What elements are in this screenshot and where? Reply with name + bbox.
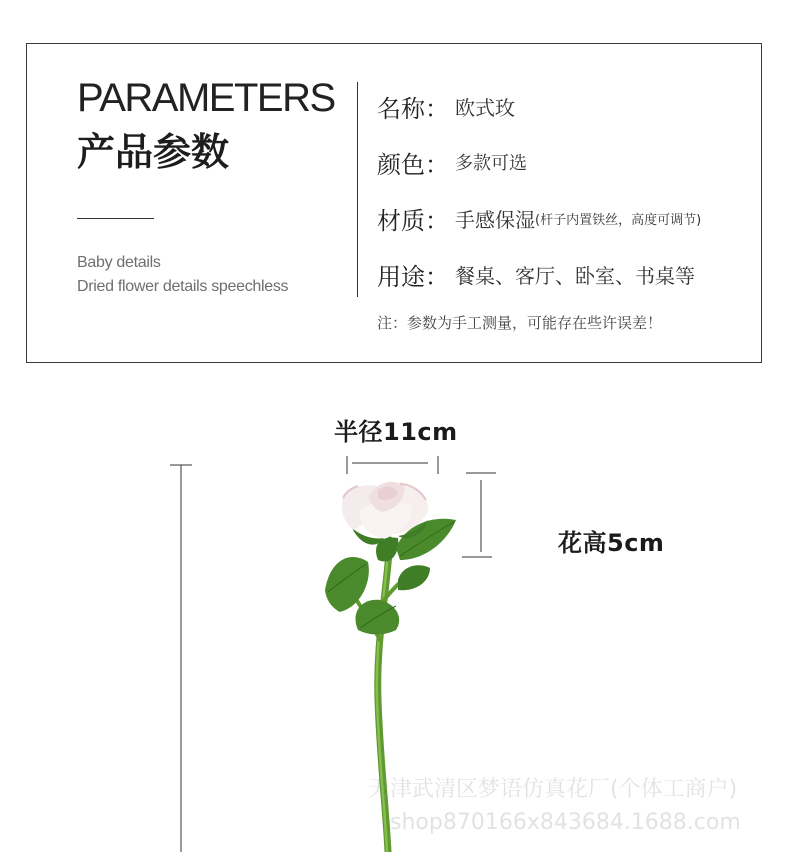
title-english: PARAMETERS	[77, 76, 335, 120]
flower-height-label: 花高5cm	[558, 529, 665, 557]
total-height-guide	[170, 465, 192, 852]
param-key: 颜色	[377, 150, 425, 179]
param-value: 多款可选	[455, 153, 527, 174]
subtitle-line-1: Baby details	[77, 254, 161, 271]
subtitle-line-2: Dried flower details speechless	[77, 278, 289, 295]
rose-bloom	[342, 482, 428, 545]
param-colon: ：	[425, 150, 449, 179]
param-colon: ：	[425, 94, 449, 123]
param-colon: ：	[425, 206, 449, 235]
radius-label: 半径11cm	[334, 418, 458, 446]
param-value: 欧式玫	[455, 95, 515, 120]
watermark-line-1: 天津武清区梦语仿真花厂(个体工商户)	[368, 777, 738, 802]
rose-leaves	[325, 519, 456, 635]
param-key: 名称	[377, 94, 425, 123]
param-key: 用途	[377, 262, 425, 291]
title-chinese: 产品参数	[77, 130, 230, 174]
watermark-line-2: shop870166x843684.1688.com	[390, 810, 741, 835]
param-value: 餐桌、客厅、卧室、书桌等	[455, 263, 695, 288]
radius-guide	[347, 456, 438, 474]
measurement-note: 注：参数为手工测量，可能存在些许误差！	[377, 314, 663, 332]
param-note: (杆子内置铁丝，高度可调节)	[535, 212, 702, 228]
param-value: 手感保湿	[455, 207, 535, 232]
param-colon: ：	[425, 262, 449, 291]
param-key: 材质	[377, 206, 425, 235]
flower-height-guide	[462, 473, 496, 557]
